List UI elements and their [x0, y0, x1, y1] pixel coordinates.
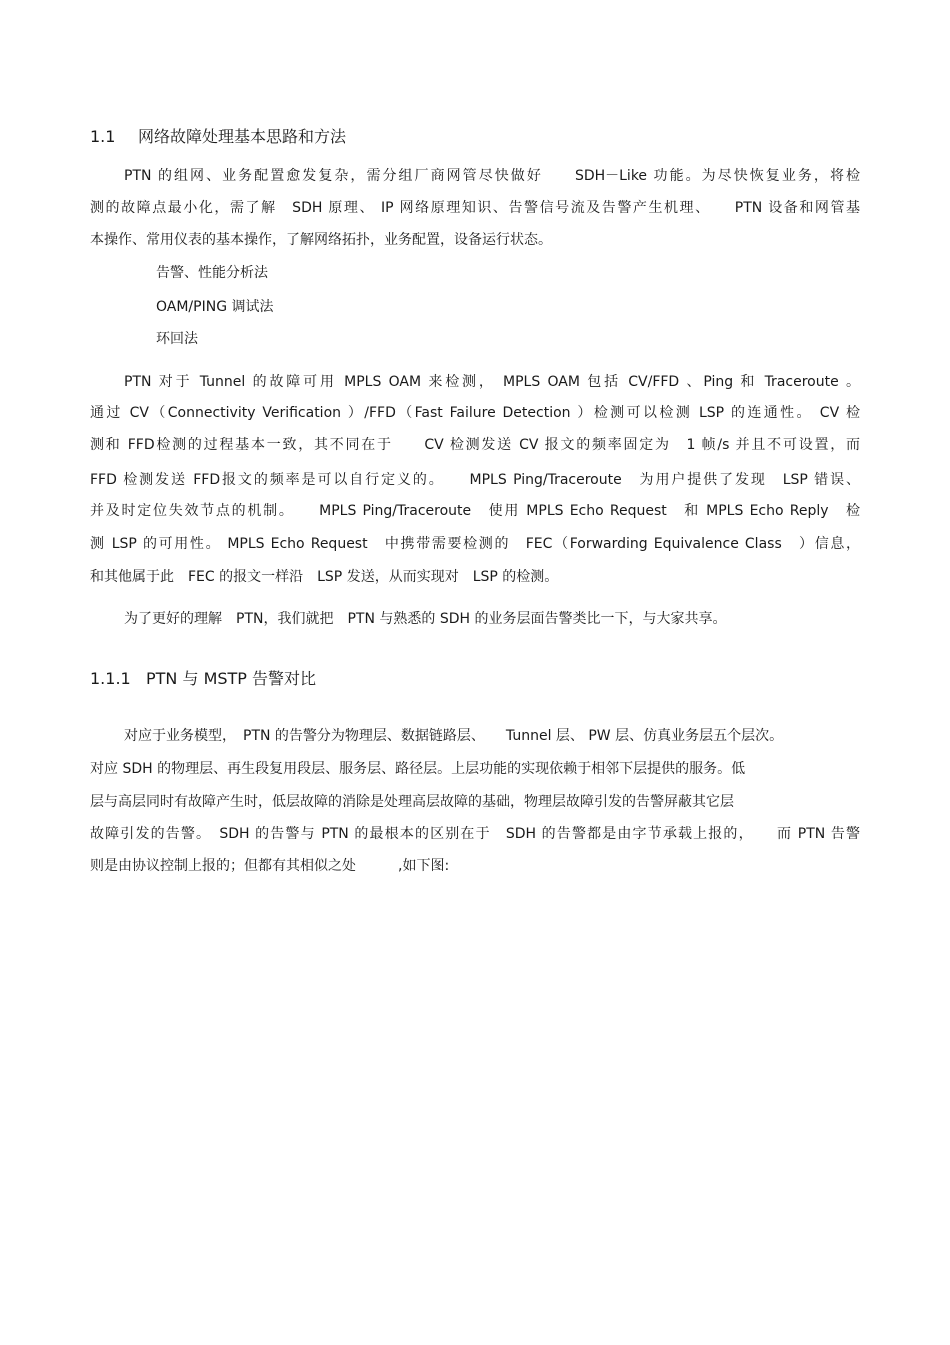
paragraph-line: PTN 的组网、业务配置愈发复杂，需分组厂商网管尽快做好 SDH－Like 功能。为尽快恢复业务，将检 — [124, 168, 860, 184]
section-title: 网络故障处理基本思路和方法 — [138, 127, 347, 146]
paragraph-line: PTN 对于 Tunnel 的故障可用 MPLS OAM 来检测， MPLS OAM 包括 CV/FFD 、Ping 和 Traceroute 。 — [124, 374, 860, 390]
section-heading-1-1-1 — [90, 666, 316, 689]
paragraph-line: 本操作、常用仪表的基本操作，了解网络拓扑，业务配置，设备运行状态。 — [90, 232, 552, 248]
section-number: 1.1.1 — [90, 669, 131, 688]
paragraph-line: 和其他属于此 FEC 的报文一样沿 LSP 发送，从而实现对 LSP 的检测。 — [90, 569, 559, 585]
method-item: 告警、性能分析法 — [156, 265, 268, 281]
section-number: 1.1 — [90, 127, 116, 146]
paragraph-line: 故障引发的告警。 SDH 的告警与 PTN 的最根本的区别在于 SDH 的告警都是由字节承载上报的， 而 PTN 告警 — [90, 826, 860, 842]
paragraph-line: 为了更好的理解 PTN，我们就把 PTN 与熟悉的 SDH 的业务层面告警类比一下，与大家共享。 — [124, 611, 727, 627]
paragraph-line: 对应 SDH 的物理层、再生段复用段层、服务层、路径层。上层功能的实现依赖于相邻下层提供的服务。低 — [90, 761, 746, 777]
paragraph-line: 测 LSP 的可用性。 MPLS Echo Request 中携带需要检测的 FEC（Forwarding Equivalence Class ）信息， — [90, 536, 860, 552]
paragraph-line: 测的故障点最小化，需了解 SDH 原理、 IP 网络原理知识、告警信号流及告警产生机理、 PTN 设备和网管基 — [90, 200, 860, 216]
paragraph-line: 对应于业务模型， PTN 的告警分为物理层、数据链路层、 Tunnel 层、 PW 层、仿真业务层五个层次。 — [124, 728, 784, 744]
paragraph-line: 测和 FFD检测的过程基本一致，其不同在于 CV 检测发送 CV 报文的频率固定为 1 帧/s 并且不可设置，而 — [90, 437, 860, 453]
section-title: PTN 与 MSTP 告警对比 — [146, 669, 317, 688]
method-item: 环回法 — [156, 331, 198, 347]
paragraph-line: FFD 检测发送 FFD报文的频率是可以自行定义的。 MPLS Ping/Traceroute 为用户提供了发现 LSP 错误、 — [90, 472, 860, 488]
method-item: OAM/PING 调试法 — [156, 299, 274, 315]
paragraph-line: 则是由协议控制上报的；但都有其相似之处 ,如下图: — [90, 858, 450, 874]
paragraph-line: 并及时定位失效节点的机制。 MPLS Ping/Traceroute 使用 MPLS Echo Request 和 MPLS Echo Reply 检 — [90, 503, 860, 519]
section-heading-1-1 — [90, 124, 346, 147]
paragraph-line: 层与高层同时有故障产生时，低层故障的消除是处理高层故障的基础，物理层故障引发的告警屏蔽其它层 — [90, 794, 734, 810]
paragraph-line: 通过 CV（Connectivity Verification ）/FFD（Fast Failure Detection ）检测可以检测 LSP 的连通性。 CV 检 — [90, 405, 860, 421]
